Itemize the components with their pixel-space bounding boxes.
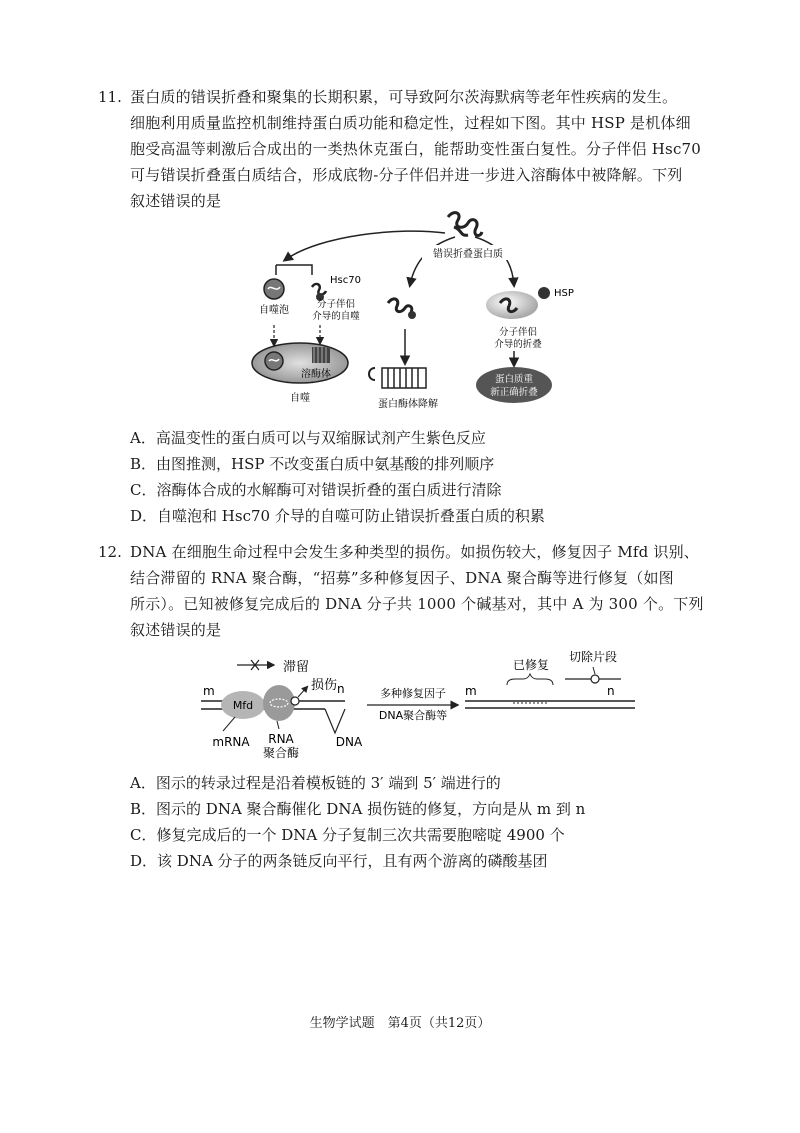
misfolded-protein-icon [448,213,482,236]
misfolded-protein-label: 错误折叠蛋白质 [433,249,503,260]
option-a[interactable]: A．图示的转录过程是沿着模板链的 3′ 端到 5′ 端进行的 [130,774,501,792]
repair-factors-label: 多种修复因子 [380,687,446,700]
question-text-line: 叙述错误的是 [130,192,222,210]
lysosome-icon [252,343,348,383]
option-d[interactable]: D．该 DNA 分子的两条链反向平行，且有两个游离的磷酸基团 [130,852,548,870]
proteasome-icon [369,368,426,388]
question-text-line: 叙述错误的是 [130,621,222,639]
chaperone-folding-label: 分子伴侣 [498,327,538,338]
refolded-protein-label: 蛋白质重 [494,374,534,385]
lysosome-label: 溶酶体 [301,369,331,380]
damage-label: 损伤 [311,678,338,693]
excised-fragment-label: 切除片段 [568,650,618,664]
rna-polymerase-icon [263,685,295,721]
chaperone-autophagy-label: 介导的自噬 [312,311,360,322]
repaired-label: 已修复 [512,658,550,672]
strand-end-n-left: n [337,682,345,696]
hsp-chaperone-icon [486,287,550,319]
option-a[interactable]: A．高温变性的蛋白质可以与双缩脲试剂产生紫色反应 [130,429,486,447]
question-text-line: 结合滞留的 RNA 聚合酶，“招募”多种修复因子、DNA 聚合酶等进行修复（如图 [130,569,674,587]
hsc70-label: Hsc70 [330,275,361,286]
question-text-line: 细胞利用质量监控机制维持蛋白质功能和稳定性，过程如下图。其中 HSP 是机体细 [130,114,691,132]
protein-quality-control-figure [250,205,580,415]
mfd-label: Mfd [232,699,254,712]
question-number: 11. [98,88,122,106]
strand-end-n-right: n [607,684,615,698]
proteasome-label: 蛋白酶体降解 [378,399,438,410]
autophagosome-icon [264,279,284,299]
question-text-line: 蛋白质的错误折叠和聚集的长期积累，可导致阿尔茨海默病等老年性疾病的发生。 [130,88,678,106]
question-text-line: DNA 在细胞生命过程中会发生多种类型的损伤。如损伤较大，修复因子 Mfd 识别、 [130,543,700,561]
question-text-line: 胞受高温等刺激后合成出的一类热休克蛋白，能帮助变性蛋白复性。分子伴侣 Hsc70 [130,140,702,158]
option-c[interactable]: C．修复完成后的一个 DNA 分子复制三次共需要胞嘧啶 4900 个 [130,826,565,844]
refolded-protein-label: 新正确折叠 [490,387,538,398]
rna-polymerase-label: RNA [268,732,294,746]
mrna-label: mRNA [212,735,250,749]
option-b[interactable]: B．由图推测，HSP 不改变蛋白质中氨基酸的排列顺序 [130,455,495,473]
question-text-line: 所示）。已知被修复完成后的 DNA 分子共 1000 个碱基对，其中 A 为 300 个。下列 [130,595,704,613]
option-c[interactable]: C．溶酶体合成的水解酶可对错误折叠的蛋白质进行清除 [130,481,502,499]
hsp-label: HSP [554,288,574,299]
misfolded-protein-middle-icon [388,299,416,319]
chaperone-autophagy-label: 分子伴侣 [316,299,356,310]
dna-repair-figure [195,645,660,760]
strand-end-m-left: m [203,684,215,698]
dna-label: DNA [335,735,363,749]
option-b[interactable]: B．图示的 DNA 聚合酶催化 DNA 损伤链的修复，方向是从 m 到 n [130,800,586,818]
question-text-line: 可与错误折叠蛋白质结合，形成底物-分子伴侣并进一步进入溶酶体中被降解。下列 [130,166,683,184]
autophagy-label: 自噬 [290,393,310,404]
chaperone-folding-label: 介导的折叠 [494,339,542,350]
excised-fragment-icon [565,667,621,683]
page-footer: 生物学试题 第4页（共12页） [309,1016,491,1031]
rna-polymerase-label: 聚合酶 [262,746,300,760]
dna-polymerase-label: DNA聚合酶等 [378,709,448,722]
question-number: 12. [98,543,122,561]
stall-label: 滞留 [283,660,310,675]
option-d[interactable]: D．自噬泡和 Hsc70 介导的自噬可防止错误折叠蛋白质的积累 [130,507,545,525]
autophagosome-label: 自噬泡 [259,305,289,316]
strand-end-m-right: m [465,684,477,698]
